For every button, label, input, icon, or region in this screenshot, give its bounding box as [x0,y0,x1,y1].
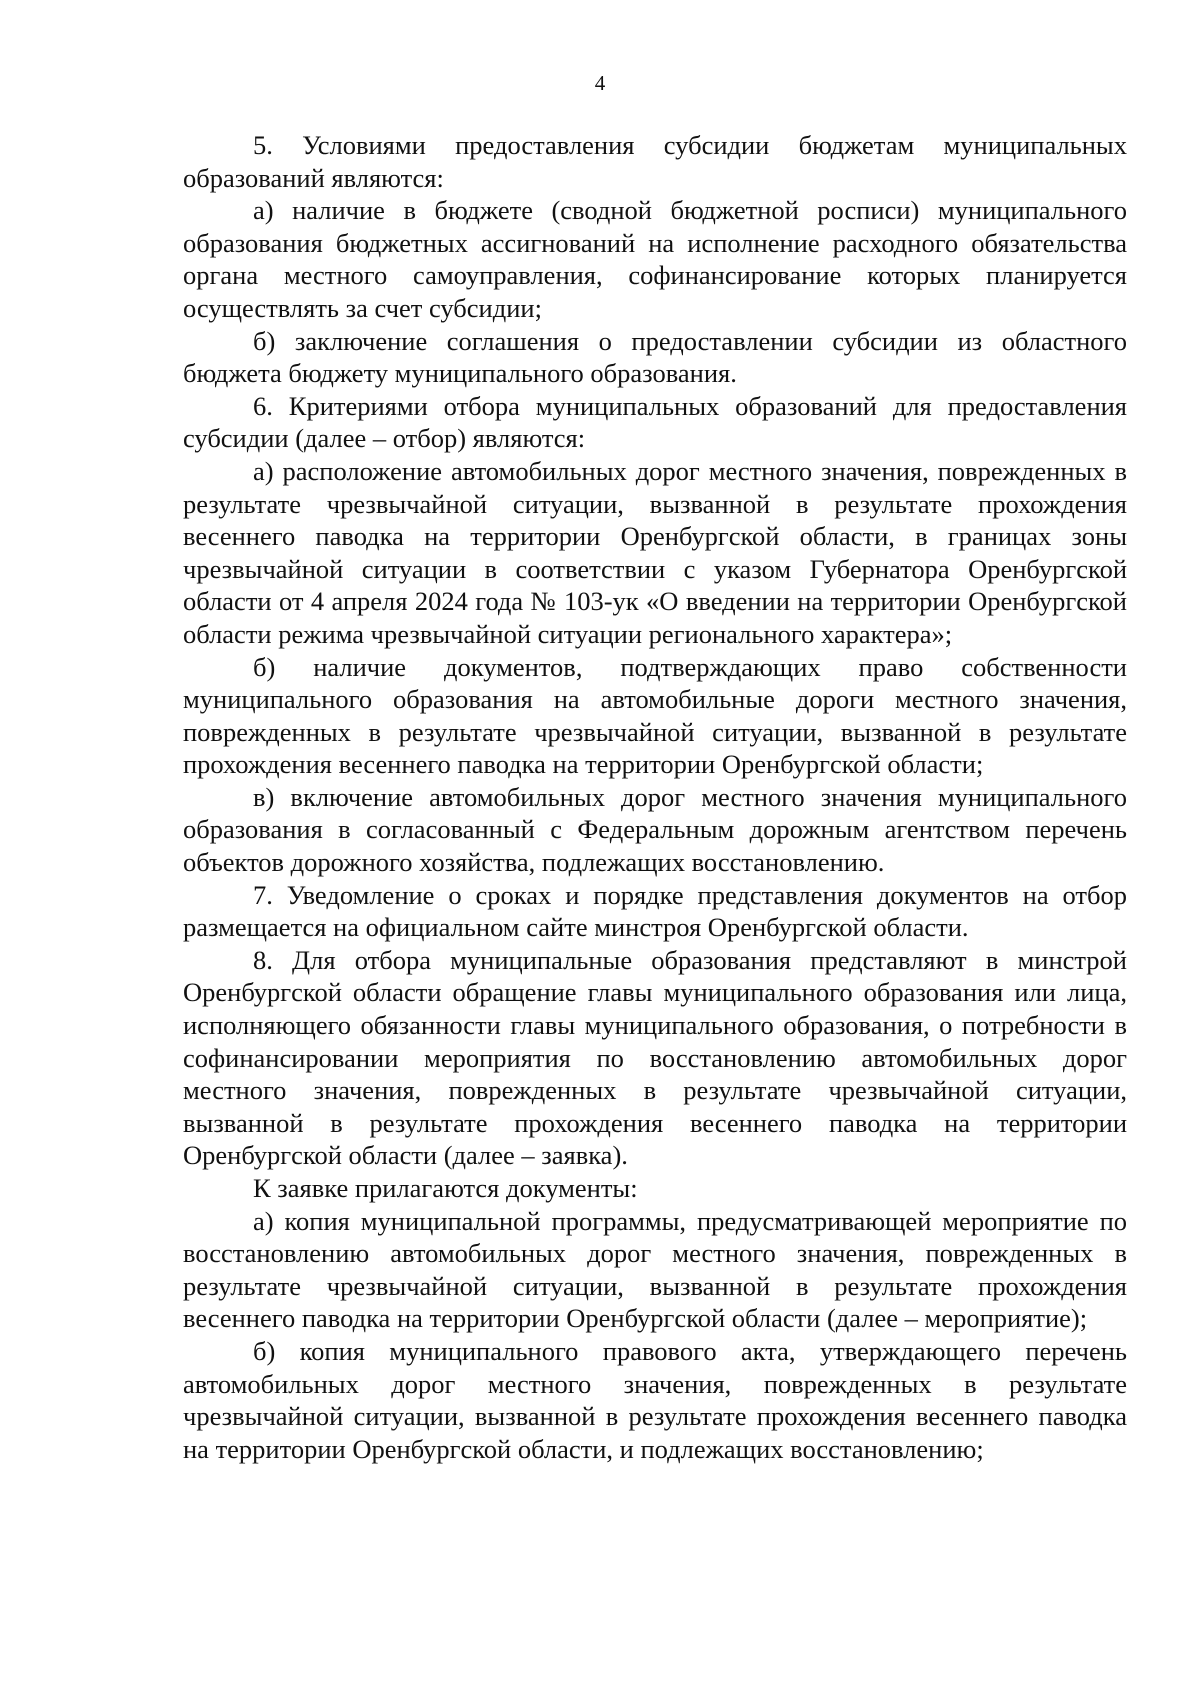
paragraph-6b: б) наличие документов, подтверждающих право собственности муниципального образования на автомобильные дороги местного значения, поврежденных в результате чрезвычайной ситуации, вызванной в результате прохождения весеннего паводка на территории Оренбургской области; [183,651,1127,780]
paragraph-8-application: 8. Для отбора муниципальные образования представляют в минстрой Оренбургской области обращение главы муниципального образования или лица, исполняющего обязанности главы муниципального образования, о потребности в софинансировании мероприятия по восстановлению автомобильных дорог местного значения, поврежденных в результате чрезвычайной ситуации, вызванной в результате прохождения весеннего паводка на территории Оренбургской области (далее – заявка). [183,944,1127,1171]
paragraph-6a: а) расположение автомобильных дорог местного значения, поврежденных в результате чрезвычайной ситуации, вызванной в результате прохождения весеннего паводка на территории Оренбургской области, в границах зоны чрезвычайной ситуации в соответствии с указом Губернатора Оренбургской области от 4 апреля 2024 года № 103-ук «О введении на территории Оренбургской области режима чрезвычайной ситуации регионального характера»; [183,455,1127,649]
paragraph-attachment-b: б) копия муниципального правового акта, утверждающего перечень автомобильных дорог местного значения, поврежденных в результате чрезвычайной ситуации, вызванной в результате прохождения весеннего паводка на территории Оренбургской области, и подлежащих восстановлению; [183,1335,1127,1464]
page-number: 4 [594,71,606,95]
paragraph-7-notice: 7. Уведомление о сроках и порядке представления документов на отбор размещается на официальном сайте минстроя Оренбургской области. [183,879,1127,943]
document-body [183,129,1127,1465]
paragraph-6c: в) включение автомобильных дорог местного значения муниципального образования в согласованный с Федеральным дорожным агентством перечень объектов дорожного хозяйства, подлежащих восстановлению. [183,781,1127,878]
paragraph-5a: а) наличие в бюджете (сводной бюджетной росписи) муниципального образования бюджетных ассигнований на исполнение расходного обязательства органа местного самоуправления, софинансирование которых планируется осуществлять за счет субсидии; [183,195,1127,323]
paragraph-5-conditions: 5. Условиями предоставления субсидии бюджетам муниципальных образований являются: [183,130,1127,193]
paragraph-attachment-a: а) копия муниципальной программы, предусматривающей мероприятие по восстановлению автомобильных дорог местного значения, поврежденных в результате чрезвычайной ситуации, вызванной в результате прохождения весеннего паводка на территории Оренбургской области (далее – мероприятие); [183,1205,1127,1334]
paragraph-attachments-intro: К заявке прилагаются документы: [253,1173,638,1203]
paragraph-5b: б) заключение соглашения о предоставлении субсидии из областного бюджета бюджету муниципального образования. [183,325,1127,389]
paragraph-6-criteria: 6. Критериями отбора муниципальных образований для предоставления субсидии (далее – отбор) являются: [183,390,1127,454]
